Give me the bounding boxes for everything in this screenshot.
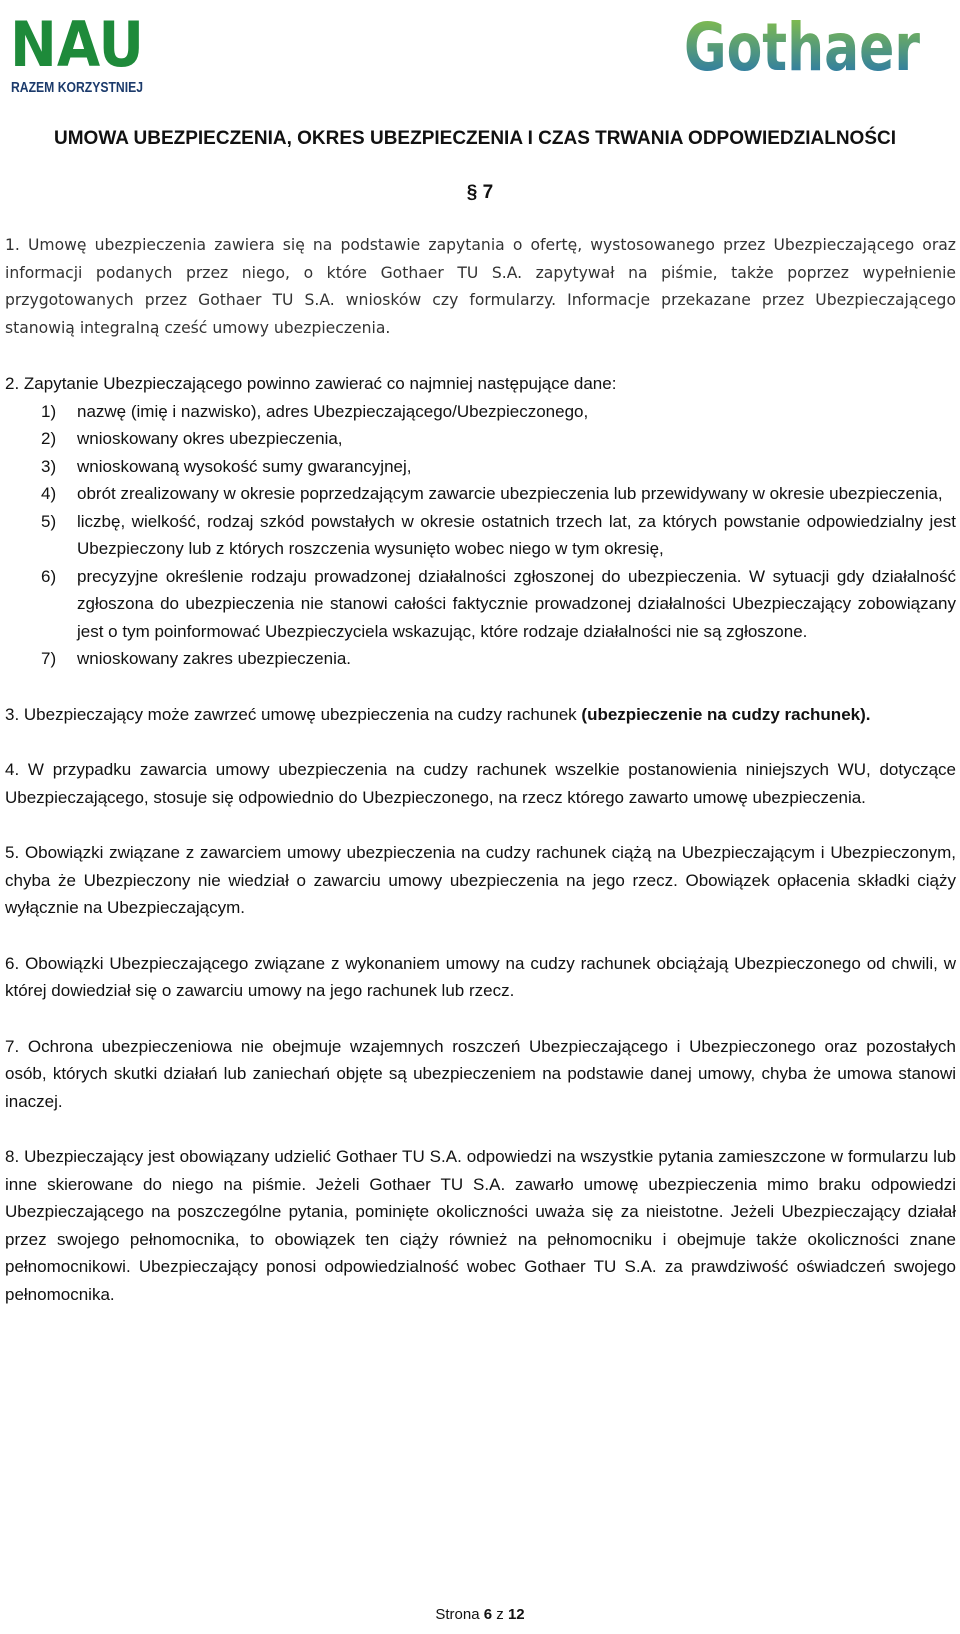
list-item [5,508,956,563]
paragraph-3 [5,701,956,729]
paragraph-6: 6. Obowiązki Ubezpieczającego związane z wykonaniem umowy na cudzy rachunek obciążają Ubezpieczonego od chwili, w której dowiedział się o zawarciu umowy na jego rachunek lub rzecz. [5,953,956,1000]
list-item [5,480,956,508]
list-item-number: 7) [41,649,57,668]
paragraph-2 [5,370,956,673]
paragraph-3-text: 3. Ubezpieczający może zawrzeć umowę ubezpieczenia na cudzy rachunek [5,704,582,724]
footer-page-total: 12 [507,1606,525,1623]
paragraph-7: 7. Ochrona ubezpieczeniowa nie obejmuje wzajemnych roszczeń Ubezpieczającego i Ubezpieczonego oraz pozostałych osób, których skutki działań lub zaniechań objęte są ubezpieczeniem na podstawie danej umowy, chyba że umowa stanowi inaczej. [5,1036,956,1111]
list-item [5,563,956,646]
footer-prefix: Strona [435,1606,484,1623]
nau-logo-text: NAU [10,8,144,81]
document-title: UMOWA UBEZPIECZENIA, OKRES UBEZPIECZENIA I CZAS TRWANIA ODPOWIEDZIALNOŚCI [54,128,897,149]
paragraph-4: 4. W przypadku zawarcia umowy ubezpieczenia na cudzy rachunek wszelkie postanowienia niniejszych WU, dotyczące Ubezpieczającego, stosuje się odpowiednio do Ubezpieczonego, na rzecz którego zawarto umowę ubezpieczenia. [5,760,956,807]
gothaer-logo-text: Gothaer [684,9,921,86]
paragraph-3-bold: (ubezpieczenie na cudzy rachunek). [581,704,871,724]
page-footer [0,1606,960,1623]
document-body [5,232,956,1336]
list-item-text: liczbę, wielkość, rodzaj szkód powstałych w okresie ostatnich trzech lat, za których powstanie odpowiedzialny jest Ubezpieczony lub z których roszczenia wysunięto wobec niego w tym okresię, [77,511,956,558]
nau-tagline: RAZEM KORZYSTNIEJ [11,80,143,96]
list-item [5,645,956,673]
list-item [5,453,956,481]
footer-page-number: 6 [483,1606,493,1623]
nau-logo [10,8,150,96]
list-item-text: wnioskowaną wysokość sumy gwarancyjnej, [77,456,412,476]
required-data-list [5,398,956,673]
list-item-text: nazwę (imię i nazwisko), adres Ubezpieczającego/Ubezpieczonego, [77,401,589,421]
list-item-number: 5) [41,511,57,531]
list-item [5,398,956,426]
list-item-text: precyzyjne określenie rodzaju prowadzonej działalności zgłoszonej do ubezpieczenia. W sytuacji gdy działalność zgłoszona do ubezpieczenia nie stanowi całości faktycznie prowadzonej działalności Ubezpieczający zobowiązany jest o tym poinformować Ubezpieczyciela wskazując, które rodzaje działalności nie są zgłoszone. [77,566,956,641]
list-item-number: 3) [41,456,57,476]
paragraph-2-intro: 2. Zapytanie Ubezpieczającego powinno zawierać co najmniej następujące dane: [5,374,617,393]
list-item-number: 6) [41,566,57,586]
gothaer-logo [684,8,924,92]
footer-separator: z [492,1606,508,1623]
list-item-number: 1) [41,401,57,421]
list-item-text: wnioskowany okres ubezpieczenia, [77,429,343,448]
paragraph-1: 1. Umowę ubezpieczenia zawiera się na podstawie zapytania o ofertę, wystosowanego przez Ubezpieczającego oraz informacji podanych przez niego, o które Gothaer TU S.A. zapytywał na piśmie, także poprzez wypełnienie przygotowanych przez Gothaer TU S.A. wniosków czy formularzy. Informacje przekazane przez Ubezpieczającego stanowią integralną cześć umowy ubezpieczenia. [5,236,956,337]
list-item-number: 4) [41,484,57,503]
section-number: § 7 [466,182,494,203]
paragraph-8: 8. Ubezpieczający jest obowiązany udzielić Gothaer TU S.A. odpowiedzi na wszystkie pytania zamieszczone w formularzu lub inne skierowane do niego na piśmie. Jeżeli Gothaer TU S.A. zawarło umowę ubezpieczenia mimo braku odpowiedzi Ubezpieczającego na poszczególne pytania, pominięte okoliczności uważa się za nieistotne. Jeżeli Ubezpieczający działał przez swojego pełnomocnika, to obowiązek ten ciąży również na pełnomocniku i obejmuje także okoliczności znane pełnomocnikowi. Ubezpieczający ponosi odpowiedzialność wobec Gothaer TU S.A. za prawdziwość oświadczeń swojego pełnomocnika. [5,1147,956,1304]
list-item-text: obrót zrealizowany w okresie poprzedzającym zawarcie ubezpieczenia lub przewidywany w okresie ubezpieczenia, [77,484,943,503]
list-item-number: 2) [41,429,57,448]
list-item [5,425,956,453]
list-item-text: wnioskowany zakres ubezpieczenia. [77,649,352,668]
paragraph-5: 5. Obowiązki związane z zawarciem umowy ubezpieczenia na cudzy rachunek ciążą na Ubezpieczającym i Ubezpieczonym, chyba że Ubezpieczony nie wiedział o zawarciu umowy ubezpieczenia na jego rzecz. Obowiązek opłacenia składki ciąży wyłącznie na Ubezpieczającym. [5,843,956,917]
